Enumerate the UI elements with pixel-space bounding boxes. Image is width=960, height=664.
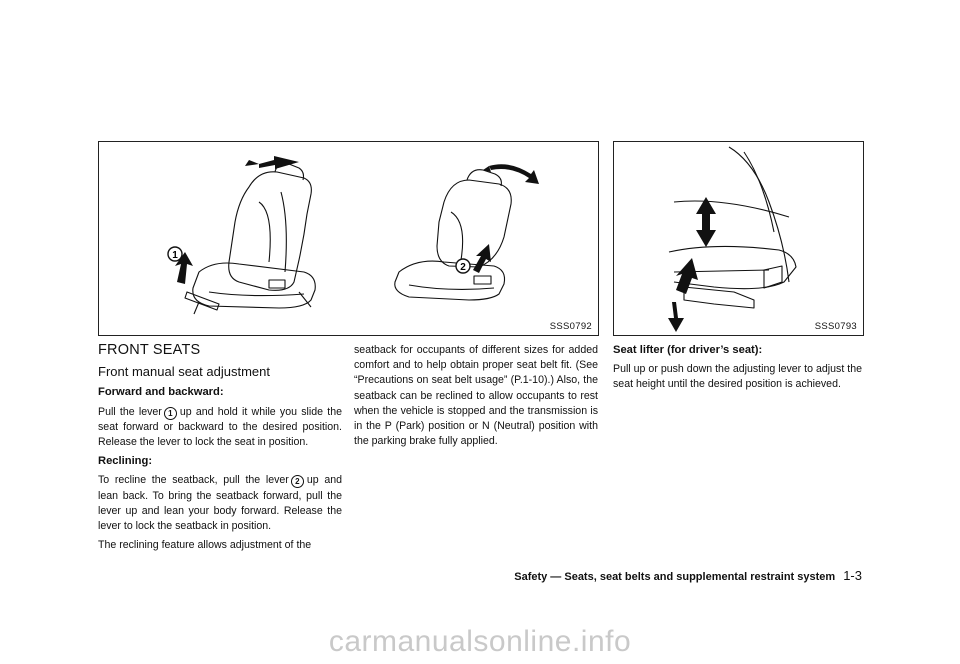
section-subtitle: Front manual seat adjustment [98, 364, 270, 380]
reclining-text-start: To recline the seatback, pull the lever [98, 474, 289, 487]
seat-lifter-figure [613, 141, 864, 336]
page-number: 1-3 [843, 568, 862, 583]
forward-paragraph [98, 405, 342, 451]
callout-1 [168, 247, 182, 261]
forward-text-start: Pull the lever [98, 405, 162, 418]
text-column-2 [354, 343, 598, 453]
callout-marker-1: 1 [164, 407, 177, 420]
reclining-heading: Reclining: [98, 455, 153, 468]
svg-text:2: 2 [460, 262, 466, 273]
seat-lifter-illustration [614, 142, 863, 335]
reclining-feature-start: The reclining feature allows adjustment of the [98, 539, 312, 552]
page-footer [470, 568, 862, 583]
reclining-paragraph [98, 473, 342, 534]
forward-heading: Forward and backward: [98, 386, 224, 399]
callout-2 [456, 259, 470, 273]
seat-illustration [99, 142, 598, 335]
reclining-text-end: up and lean back. To bring the seatback forward, pull the lever up and lean your body forward. Release the lever to lock the seatback in position. [98, 474, 343, 533]
callout-marker-2: 2 [291, 475, 304, 488]
lifter-paragraph: Pull up or push down the adjusting lever to adjust the seat height until the desired position is achieved. [613, 363, 862, 391]
footer-section-label: Safety — Seats, seat belts and supplemental restraint system [514, 571, 836, 583]
section-title: FRONT SEATS [98, 342, 201, 358]
reclining-feature-continued: seatback for occupants of different sizes for added comfort and to help obtain proper seat belt fit. (See “Precautions on seat belt usage” (P.1-10).) Also, the seatback can be reclined to allow occupants to rest when the vehicle is stopped and the transmission is in the P (Park) position or N (Neutral) position with the parking brake fully applied. [354, 344, 598, 448]
text-column-1 [98, 341, 342, 557]
lifter-heading: Seat lifter (for driver’s seat): [613, 344, 763, 356]
svg-text:1: 1 [172, 250, 178, 261]
seat-adjustment-figure [98, 141, 599, 336]
watermark: carmanualsonline.info [328, 625, 632, 658]
forward-text-end: up and hold it while you slide the seat forward or backward to the desired position. Release the lever to lock the seat in position. [98, 405, 342, 449]
figure-code: SSS0792 [549, 321, 592, 332]
text-column-3 [613, 343, 862, 397]
figure-code: SSS0793 [814, 321, 857, 332]
